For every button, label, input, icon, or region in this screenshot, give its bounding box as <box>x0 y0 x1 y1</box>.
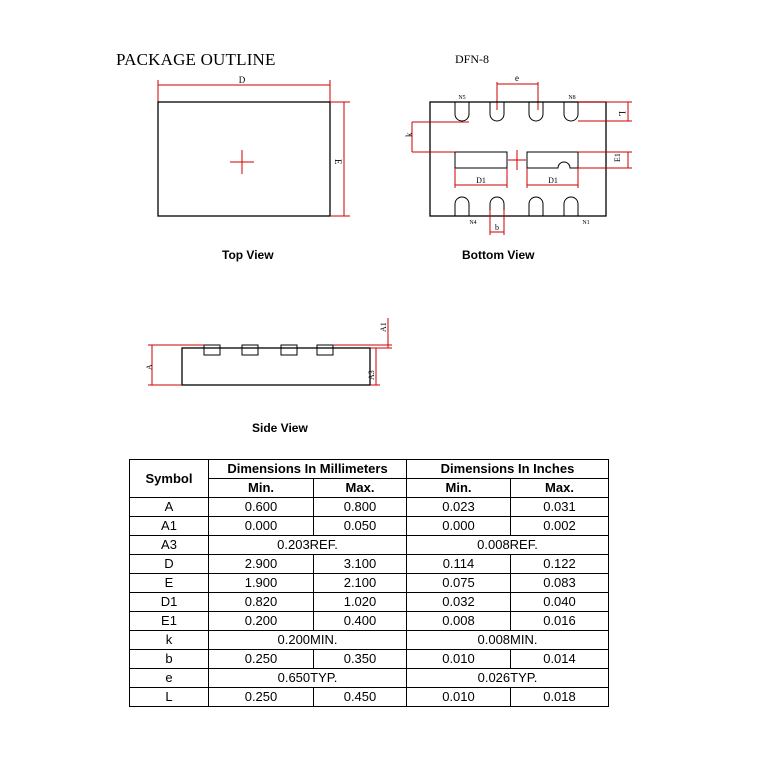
table-row <box>130 593 609 612</box>
row-in-min: 0.000 <box>407 517 511 536</box>
header-inches: Dimensions In Inches <box>407 460 609 479</box>
top-pads <box>455 102 578 121</box>
row-in-min: 0.114 <box>407 555 511 574</box>
row-symbol: A3 <box>130 536 209 555</box>
table-row <box>130 555 609 574</box>
row-mm-max: 0.400 <box>314 612 407 631</box>
row-mm-max: 3.100 <box>314 555 407 574</box>
row-symbol: E1 <box>130 612 209 631</box>
side-view-body <box>182 348 370 385</box>
row-symbol: e <box>130 669 209 688</box>
a3-label: A3 <box>367 370 376 380</box>
dimension-table <box>129 459 609 707</box>
row-mm-min: 0.820 <box>209 593 314 612</box>
row-mm-min: 1.900 <box>209 574 314 593</box>
row-symbol: D1 <box>130 593 209 612</box>
table-row <box>130 536 609 555</box>
row-symbol: E <box>130 574 209 593</box>
a-label: A <box>145 364 154 370</box>
d1-right-label: D1 <box>548 176 558 185</box>
header-in-max: Max. <box>511 479 609 498</box>
row-in-max: 0.031 <box>511 498 609 517</box>
row-mm-max: 0.350 <box>314 650 407 669</box>
pin-n5-label: N5 <box>458 95 466 101</box>
row-in-min: 0.032 <box>407 593 511 612</box>
row-symbol: L <box>130 688 209 707</box>
b-label: b <box>495 223 499 232</box>
row-in-max: 0.083 <box>511 574 609 593</box>
bottom-view-caption: Bottom View <box>462 248 535 262</box>
row-in-span: 0.026TYP. <box>407 669 609 688</box>
header-mm-min: Min. <box>209 479 314 498</box>
table-row <box>130 498 609 517</box>
row-in-max: 0.002 <box>511 517 609 536</box>
package-name: DFN-8 <box>455 52 490 66</box>
row-mm-min: 0.250 <box>209 650 314 669</box>
row-symbol: k <box>130 631 209 650</box>
table-row <box>130 517 609 536</box>
bottom-pads <box>455 197 578 216</box>
bottom-view-body <box>430 102 606 216</box>
row-in-max: 0.014 <box>511 650 609 669</box>
top-view-drawing <box>150 72 365 222</box>
header-in-min: Min. <box>407 479 511 498</box>
row-mm-max: 0.450 <box>314 688 407 707</box>
l-label: L <box>617 111 627 117</box>
row-mm-min: 0.000 <box>209 517 314 536</box>
header-mm-max: Max. <box>314 479 407 498</box>
pin-n8-label: N8 <box>568 95 576 101</box>
a1-label: A1 <box>379 322 388 332</box>
header-symbol: Symbol <box>130 460 209 498</box>
d-label: D <box>238 75 246 85</box>
row-in-span: 0.008MIN. <box>407 631 609 650</box>
row-mm-max: 0.050 <box>314 517 407 536</box>
exposed-pad-right <box>527 152 578 168</box>
row-in-min: 0.075 <box>407 574 511 593</box>
e1-label: E1 <box>613 153 622 162</box>
row-mm-span: 0.203REF. <box>209 536 407 555</box>
row-in-max: 0.016 <box>511 612 609 631</box>
row-mm-max: 0.800 <box>314 498 407 517</box>
page-title: PACKAGE OUTLINE <box>116 50 276 69</box>
row-in-min: 0.008 <box>407 612 511 631</box>
side-view-caption: Side View <box>252 421 308 435</box>
top-view-body <box>158 102 330 216</box>
row-mm-span: 0.200MIN. <box>209 631 407 650</box>
table-row <box>130 612 609 631</box>
row-mm-max: 1.020 <box>314 593 407 612</box>
row-mm-max: 2.100 <box>314 574 407 593</box>
pin-n1-label: N1 <box>582 220 590 226</box>
pin-n4-label: N4 <box>469 220 477 226</box>
e-label: E <box>333 159 343 165</box>
e-pitch-label: e <box>515 73 519 83</box>
row-symbol: b <box>130 650 209 669</box>
row-symbol: A <box>130 498 209 517</box>
d1-left-label: D1 <box>476 176 486 185</box>
row-in-max: 0.040 <box>511 593 609 612</box>
row-in-max: 0.018 <box>511 688 609 707</box>
table-header-row <box>130 460 609 479</box>
row-mm-min: 0.200 <box>209 612 314 631</box>
row-in-max: 0.122 <box>511 555 609 574</box>
table-row <box>130 650 609 669</box>
table-row <box>130 631 609 650</box>
top-view-caption: Top View <box>222 248 274 262</box>
row-mm-span: 0.650TYP. <box>209 669 407 688</box>
k-label: k <box>404 132 414 137</box>
table-row <box>130 669 609 688</box>
row-mm-min: 2.900 <box>209 555 314 574</box>
row-in-min: 0.023 <box>407 498 511 517</box>
row-mm-min: 0.250 <box>209 688 314 707</box>
row-mm-min: 0.600 <box>209 498 314 517</box>
table-row <box>130 574 609 593</box>
bottom-view-drawing <box>400 70 640 240</box>
side-leads <box>204 345 333 355</box>
row-in-span: 0.008REF. <box>407 536 609 555</box>
row-in-min: 0.010 <box>407 688 511 707</box>
exposed-pad-left <box>455 152 507 168</box>
side-view-drawing <box>140 310 400 390</box>
row-in-min: 0.010 <box>407 650 511 669</box>
header-millimeters: Dimensions In Millimeters <box>209 460 407 479</box>
row-symbol: D <box>130 555 209 574</box>
row-symbol: A1 <box>130 517 209 536</box>
table-row <box>130 688 609 707</box>
